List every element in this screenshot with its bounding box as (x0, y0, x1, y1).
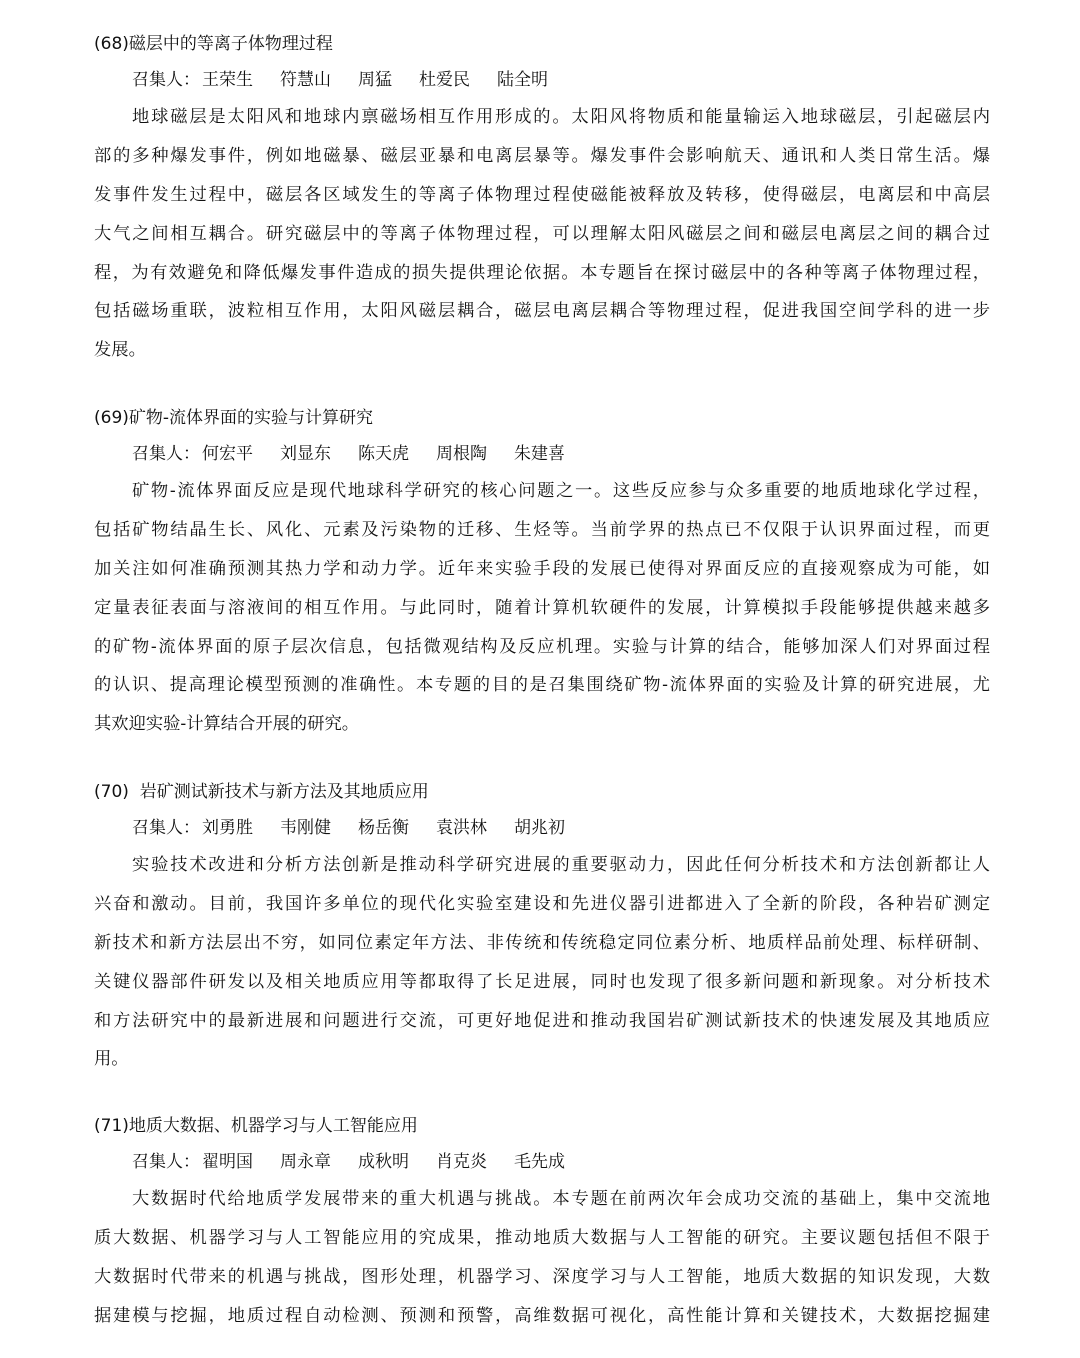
section-title: (69)矿物-流体界面的实验与计算研究 (94, 408, 374, 428)
conveners-line (132, 1152, 990, 1172)
convener-label: 召集人： (132, 444, 200, 464)
convener-name: 符慧山 (280, 70, 331, 90)
conveners-line (132, 70, 990, 90)
convener-name: 成秋明 (358, 1152, 409, 1172)
body-line: 质大数据、机器学习与人工智能应用的究成果，推动地质大数据与人工智能的研究。主要议题包括但不限于 (94, 1227, 990, 1248)
body-line: 兴奋和激动。目前，我国许多单位的现代化实验室建设和先进仪器引进都进入了全新的阶段，各种岩矿测定 (94, 893, 990, 914)
section-68 (94, 34, 990, 370)
convener-name: 杜爱民 (419, 70, 470, 90)
body-line: 和方法研究中的最新进展和问题进行交流，可更好地促进和推动我国岩矿测试新技术的快速发展及其地质应 (94, 1010, 990, 1031)
body-line: 包括磁场重联，波粒相互作用，太阳风磁层耦合，磁层电离层耦合等物理过程，促进我国空间学科的进一步 (94, 301, 990, 322)
section-71 (94, 1116, 990, 1336)
convener-name: 毛先成 (514, 1152, 565, 1172)
convener-name: 袁洪林 (436, 818, 487, 838)
convener-name: 杨岳衡 (358, 818, 409, 838)
body-line: 大气之间相互耦合。研究磁层中的等离子体物理过程，可以理解太阳风磁层之间和磁层电离层之间的耦合过 (94, 223, 990, 244)
body-line: 发事件发生过程中，磁层各区域发生的等离子体物理过程使磁能被释放及转移，使得磁层，电离层和中高层 (94, 184, 990, 205)
convener-label: 召集人： (132, 70, 200, 90)
body-line: 其欢迎实验-计算结合开展的研究。 (94, 714, 360, 735)
body-line: 程，为有效避免和降低爆发事件造成的损失提供理论依据。本专题旨在探讨磁层中的各种等离子体物理过程， (94, 262, 990, 283)
convener-name: 周根陶 (436, 444, 487, 464)
body-line: 关键仪器部件研发以及相关地质应用等都取得了长足进展，同时也发现了很多新问题和新现象。对分析技术 (94, 971, 990, 992)
section-body (94, 1180, 990, 1336)
body-line: 发展。 (94, 340, 146, 361)
convener-name: 王荣生 (202, 70, 253, 90)
convener-name: 朱建喜 (514, 444, 565, 464)
body-line: 加关注如何准确预测其热力学和动力学。近年来实验手段的发展已使得对界面反应的直接观察成为可能，如 (94, 558, 990, 579)
body-line: 的认识、提高理论模型预测的准确性。本专题的目的是召集围绕矿物-流体界面的实验及计算的研究进展，尤 (94, 675, 990, 696)
convener-name: 刘显东 (280, 444, 331, 464)
body-line: 大数据时代带来的机遇与挑战，图形处理，机器学习、深度学习与人工智能，地质大数据的知识发现，大数 (94, 1266, 990, 1287)
convener-name: 陆全明 (497, 70, 548, 90)
body-line: 定量表征表面与溶液间的相互作用。与此同时，随着计算机软硬件的发展，计算模拟手段能够提供越来越多 (94, 597, 990, 618)
section-69 (94, 408, 990, 744)
convener-name: 胡兆初 (514, 818, 565, 838)
convener-name: 周猛 (358, 70, 392, 90)
body-line: 新技术和新方法层出不穷，如同位素定年方法、非传统和传统稳定同位素分析、地质样品前处理、标样研制、 (94, 932, 990, 953)
body-line: 矿物-流体界面反应是现代地球科学研究的核心问题之一。这些反应参与众多重要的地质地球化学过程， (132, 481, 990, 501)
section-title: (70) 岩矿测试新技术与新方法及其地质应用 (94, 782, 429, 802)
convener-label: 召集人： (132, 818, 200, 838)
body-line: 地球磁层是太阳风和地球内禀磁场相互作用形成的。太阳风将物质和能量输运入地球磁层，引起磁层内 (132, 107, 990, 127)
body-line: 实验技术改进和分析方法创新是推动科学研究进展的重要驱动力，因此任何分析技术和方法创新都让人 (132, 855, 990, 875)
convener-name: 翟明国 (202, 1152, 253, 1172)
body-line: 包括矿物结晶生长、风化、元素及污染物的迁移、生烃等。当前学界的热点已不仅限于认识界面过程，而更 (94, 519, 990, 540)
convener-name: 刘勇胜 (202, 818, 253, 838)
body-line: 据建模与挖掘，地质过程自动检测、预测和预警，高维数据可视化，高性能计算和关键技术，大数据挖掘建 (94, 1305, 990, 1326)
convener-name: 肖克炎 (436, 1152, 487, 1172)
section-body (94, 98, 990, 370)
body-line: 部的多种爆发事件，例如地磁暴、磁层亚暴和电离层暴等。爆发事件会影响航天、通讯和人类日常生活。爆 (94, 145, 990, 166)
section-body (94, 846, 990, 1079)
body-line: 大数据时代给地质学发展带来的重大机遇与挑战。本专题在前两次年会成功交流的基础上，集中交流地 (132, 1189, 990, 1209)
convener-name: 陈天虎 (358, 444, 409, 464)
body-line: 用。 (94, 1049, 129, 1070)
conveners-line (132, 818, 990, 838)
section-70 (94, 782, 990, 1079)
conveners-line (132, 444, 990, 464)
body-line: 的矿物-流体界面的原子层次信息，包括微观结构及反应机理。实验与计算的结合，能够加深人们对界面过程 (94, 636, 990, 657)
convener-name: 周永章 (280, 1152, 331, 1172)
convener-label: 召集人： (132, 1152, 200, 1172)
section-body (94, 472, 990, 744)
convener-name: 韦刚健 (280, 818, 331, 838)
section-title: (68)磁层中的等离子体物理过程 (94, 34, 333, 54)
convener-name: 何宏平 (202, 444, 253, 464)
section-title: (71)地质大数据、机器学习与人工智能应用 (94, 1116, 418, 1136)
